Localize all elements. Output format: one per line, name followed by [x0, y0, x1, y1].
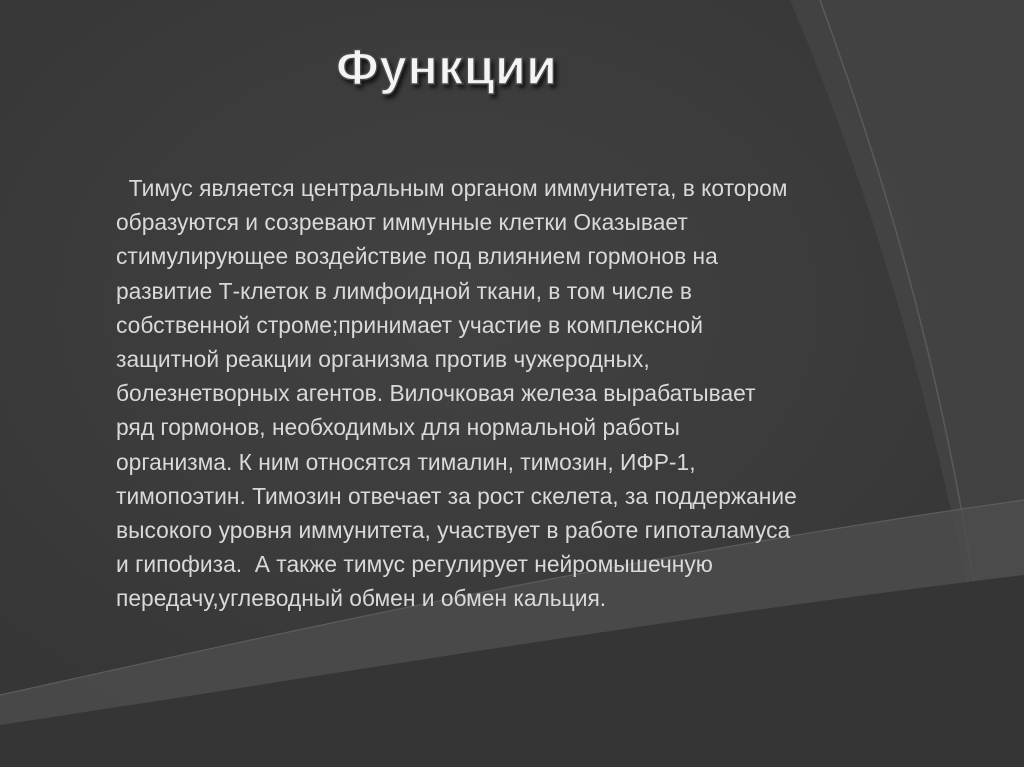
- body-line: высокого уровня иммунитета, участвует в работе гипоталамуса: [116, 517, 791, 544]
- body-line: передачу,углеводный обмен и обмен кальция.: [116, 585, 607, 612]
- body-line: защитной реакции организма против чужеродных,: [116, 346, 650, 373]
- body-line: образуются и созревают иммунные клетки Оказывает: [116, 209, 688, 236]
- body-line: развитие Т-клеток в лимфоидной ткани, в том числе в: [116, 277, 693, 304]
- body-line: организма. К ним относятся тималин, тимозин, ИФР-1,: [116, 448, 696, 475]
- body-line: стимулирующее воздействие под влиянием гормонов на: [116, 243, 718, 270]
- body-line: собственной строме;принимает участие в комплексной: [116, 311, 703, 338]
- body-line: Тимус является центральным органом иммунитета, в котором: [116, 175, 788, 201]
- body-line: и гипофиза. А также тимус регулирует нейромышечную: [116, 551, 713, 578]
- body-line: ряд гормонов, необходимых для нормальной работы: [116, 414, 680, 441]
- body-line: болезнетворных агентов. Вилочковая железа вырабатывает: [116, 380, 756, 407]
- slide-body-text: [116, 171, 976, 616]
- body-line: тимопоэтин. Тимозин отвечает за рост скелета, за поддержание: [116, 482, 797, 509]
- slide-title: Функции: [336, 39, 558, 95]
